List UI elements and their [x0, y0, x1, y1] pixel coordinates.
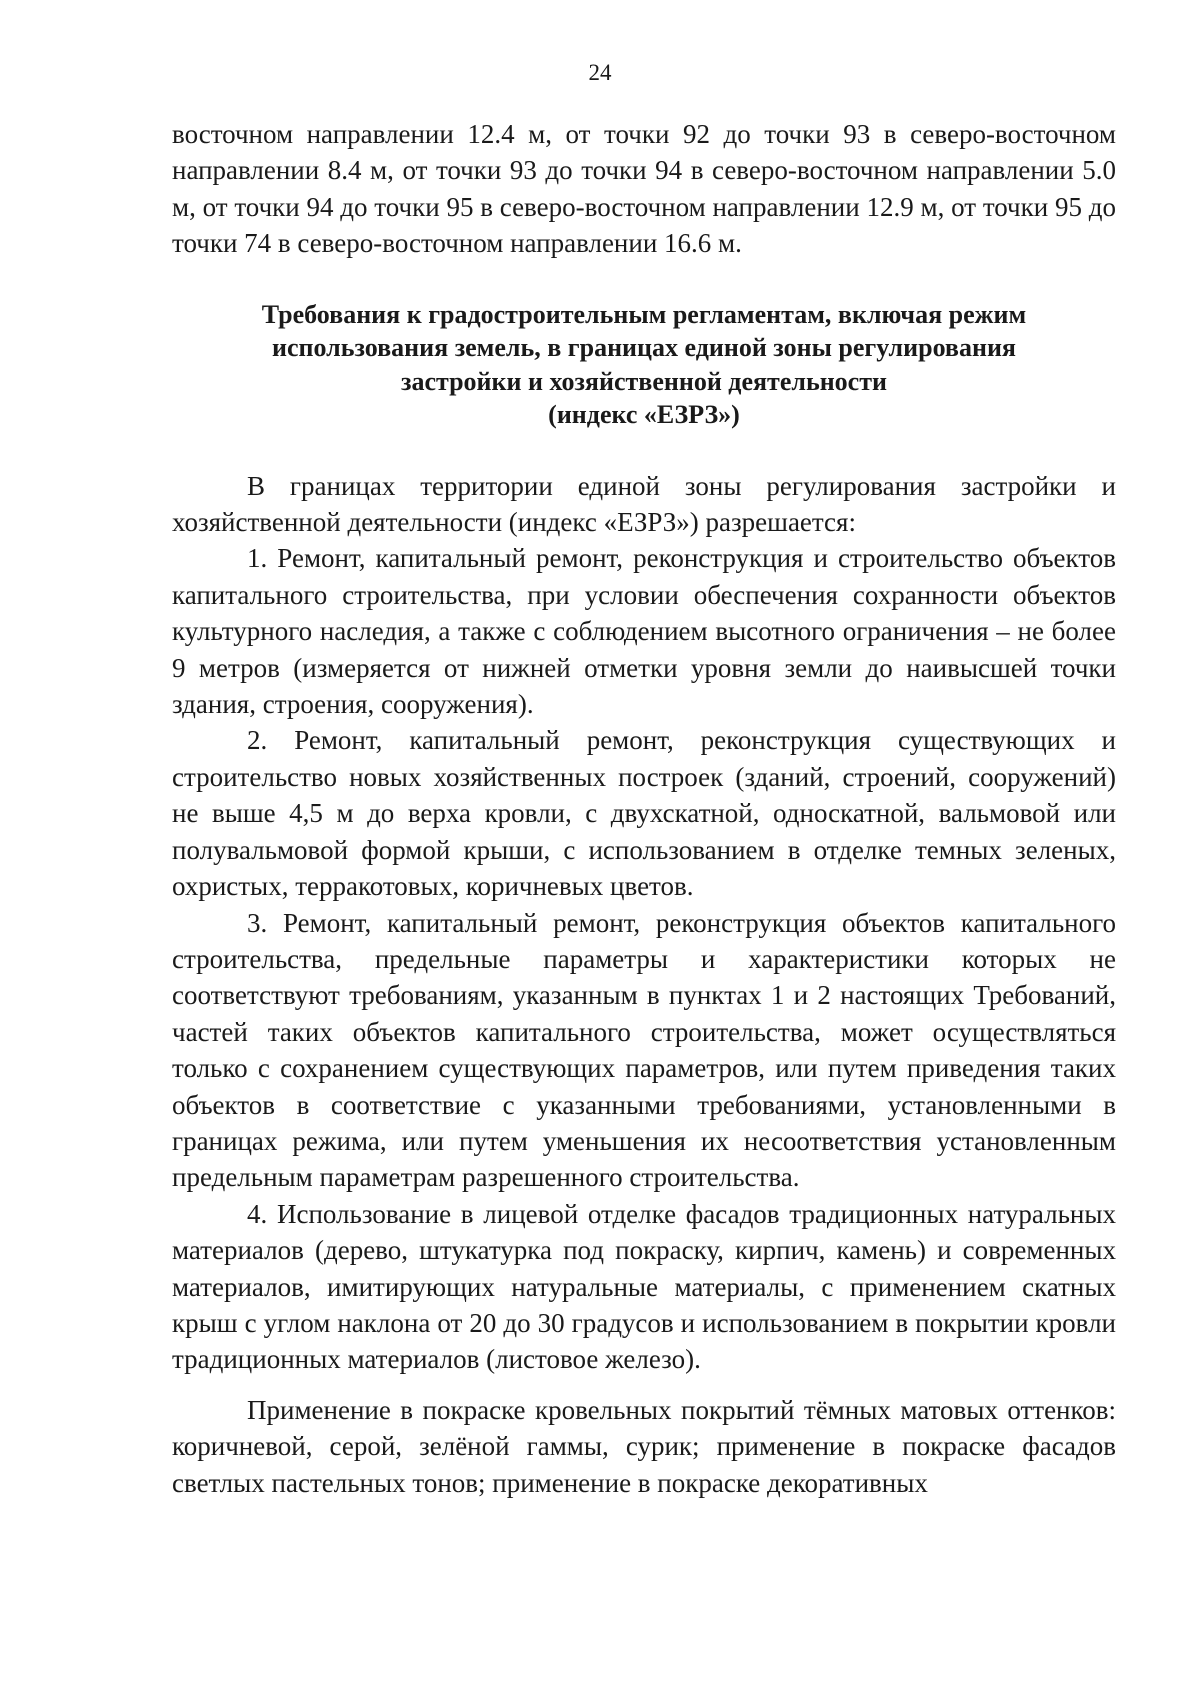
section-heading [172, 298, 1116, 432]
heading-line: использования земель, в границах единой зоны регулирования [271, 333, 1016, 363]
heading-line: Требования к градостроительным регламентам, включая режим [261, 299, 1027, 329]
list-item-4: 4. Использование в лицевой отделке фасадов традиционных натуральных материалов (дерево, штукатурка под покраску, кирпич, камень) и современных материалов, имитирующих натуральные материалы, с применением скатных крыш с углом наклона от 20 до 30 градусов и использованием в покрытии кровли традиционных материалов (листовое железо). [172, 1198, 1116, 1375]
list-item-3: 3. Ремонт, капитальный ремонт, реконструкция объектов капитального строительства, предельные параметры и характеристики которых не соответствуют требованиям, указанным в пунктах 1 и 2 настоящих Требований, частей таких объектов капитального строительства, может осуществляться только с сохранением существующих параметров, или путем приведения таких объектов в соответствие с указанными требованиями, установленными в границах режима, или путем уменьшения их несоответствия установленным предельным параметрам разрешенного строительства. [172, 907, 1116, 1193]
heading-line: застройки и хозяйственной деятельности [401, 366, 887, 396]
closing-paragraph: Применение в покраске кровельных покрытий тёмных матовых оттенков: коричневой, серой, зелёной гаммы, сурик; применение в покраске фасадов светлых пастельных тонов; применение в покраске декоративных [172, 1394, 1116, 1498]
list-item-1: 1. Ремонт, капитальный ремонт, реконструкция и строительство объектов капитального строительства, при условии обеспечения сохранности объектов культурного наследия, а также с соблюдением высотного ограничения – не более 9 метров (измеряется от нижней отметки уровня земли до наивысшей точки здания, строения, сооружения). [172, 543, 1116, 720]
lead-paragraph: В границах территории единой зоны регулирования застройки и хозяйственной деятельности (индекс «ЕЗРЗ») разрешается: [172, 470, 1116, 538]
list-item-2: 2. Ремонт, капитальный ремонт, реконструкция существующих и строительство новых хозяйственных построек (зданий, строений, сооружений) не выше 4,5 м до верха кровли, с двухскатной, односкатной, вальмовой или полувальмовой формой крыши, с использованием в отделке темных зеленых, охристых, терракотовых, коричневых цветов. [172, 725, 1116, 902]
page-content [172, 116, 1116, 1501]
heading-line: (индекс «ЕЗРЗ») [548, 400, 740, 430]
intro-paragraph: восточном направлении 12.4 м, от точки 92 до точки 93 в северо-восточном направлении 8.4 м, от точки 93 до точки 94 в северо-восточном направлении 5.0 м, от точки 94 до точки 95 в северо-восточном направлении 12.9 м, от точки 95 до точки 74 в северо-восточном направлении 16.6 м. [172, 119, 1116, 259]
page-number: 24 [588, 60, 612, 85]
